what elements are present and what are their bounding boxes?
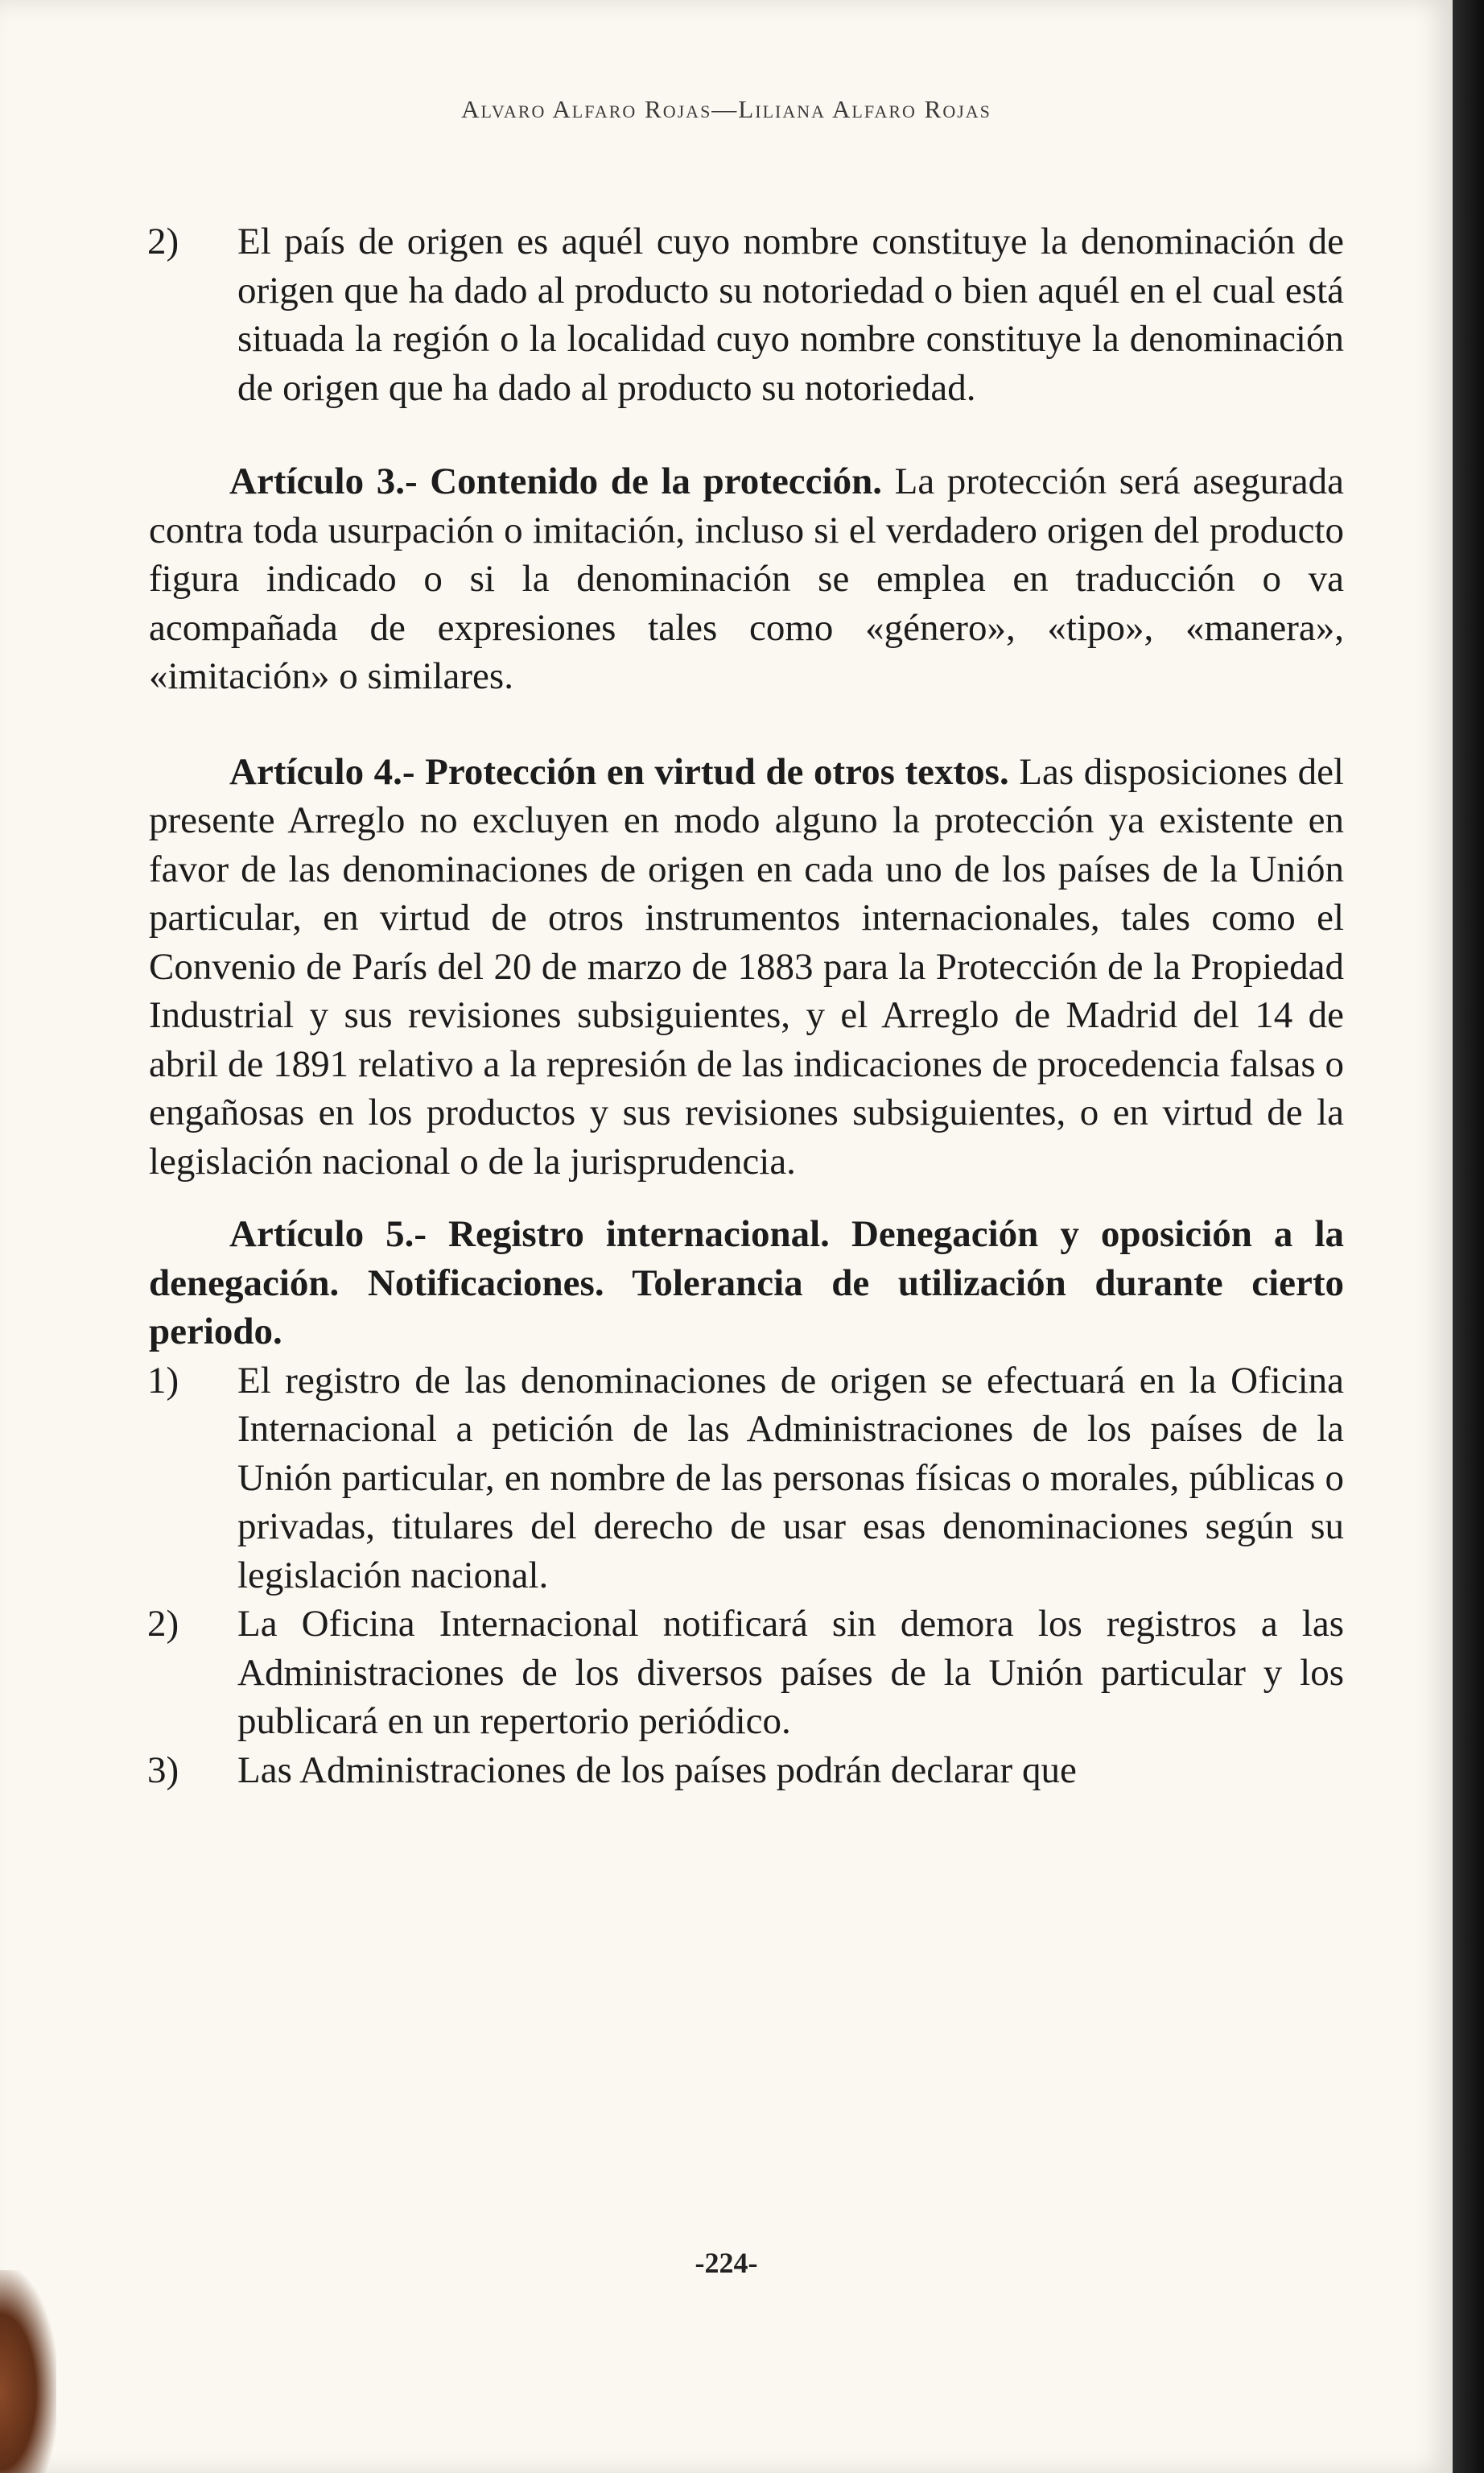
- item-text: La Oficina Internacional notificará sin demora los registros a las Administraciones de los diversos países de la Unión particular y los publicará en un repertorio periódico.: [237, 1603, 1344, 1742]
- thumb-shadow: [0, 2270, 56, 2473]
- item-number: 1): [147, 1359, 179, 1402]
- list-item: [149, 217, 1344, 412]
- article-heading: Artículo 3.- Contenido de la protección.: [229, 460, 882, 502]
- item-number: 2): [147, 1603, 179, 1645]
- item-number: 2): [147, 221, 179, 262]
- item-number: 3): [147, 1748, 179, 1791]
- page-edge: [1453, 0, 1484, 2473]
- running-head: Alvaro Alfaro Rojas—Liliana Alfaro Rojas: [461, 95, 991, 123]
- list-item: [149, 1600, 1344, 1746]
- article-4: [149, 748, 1344, 1187]
- list-item: [149, 1746, 1344, 1795]
- article-heading: Artículo 4.- Protección en virtud de otros textos.: [229, 750, 1009, 793]
- item-text: El país de origen es aquél cuyo nombre constituye la denominación de origen que ha dado al producto su notoriedad o bien aquél en el cual está situada la región o la localidad cuyo nombre constituye la denominación de origen que ha dado al producto su notoriedad.: [237, 221, 1344, 409]
- article-5: [149, 1210, 1344, 1356]
- article-text: La protección será asegurada contra toda usurpación o imitación, incluso si el verdadero origen del producto figura indicado o si la denominación se emplea en traducción o va acompañada de expresiones tales como «género», «tipo», «manera», «imitación» o similares.: [149, 460, 1344, 697]
- page-body: [149, 217, 1344, 1794]
- list-item: [149, 1356, 1344, 1600]
- article-text: Las disposiciones del presente Arreglo no excluyen en modo alguno la protección ya existente en favor de las denominaciones de origen en cada uno de los países de la Unión particular, en virtud de otros instrumentos internacionales, tales como el Convenio de París del 20 de marzo de 1883 para la Protección de la Propiedad Industrial y sus revisiones subsiguientes, y el Arreglo de Madrid del 14 de abril de 1891 relativo a la represión de las indicaciones de procedencia falsas o engañosas en los productos y sus revisiones subsiguientes, o en virtud de la legislación nacional o de la jurisprudencia.: [149, 750, 1344, 1183]
- item-text: El registro de las denominaciones de origen se efectuará en la Oficina Internacional a petición de las Administraciones de los países de la Unión particular, en nombre de las personas físicas o morales, públicas o privadas, titulares del derecho de usar esas denominaciones según su legislación nacional.: [237, 1359, 1344, 1596]
- article-heading: Artículo 5.- Registro internacional. Denegación y oposición a la denegación. Notificaciones. Tolerancia de utilización durante cierto periodo.: [149, 1213, 1344, 1352]
- page-number: -224-: [695, 2247, 758, 2279]
- article-3: [149, 457, 1344, 701]
- item-text: Las Administraciones de los países podrán declarar que: [237, 1748, 1077, 1791]
- article-5-list: [149, 1356, 1344, 1795]
